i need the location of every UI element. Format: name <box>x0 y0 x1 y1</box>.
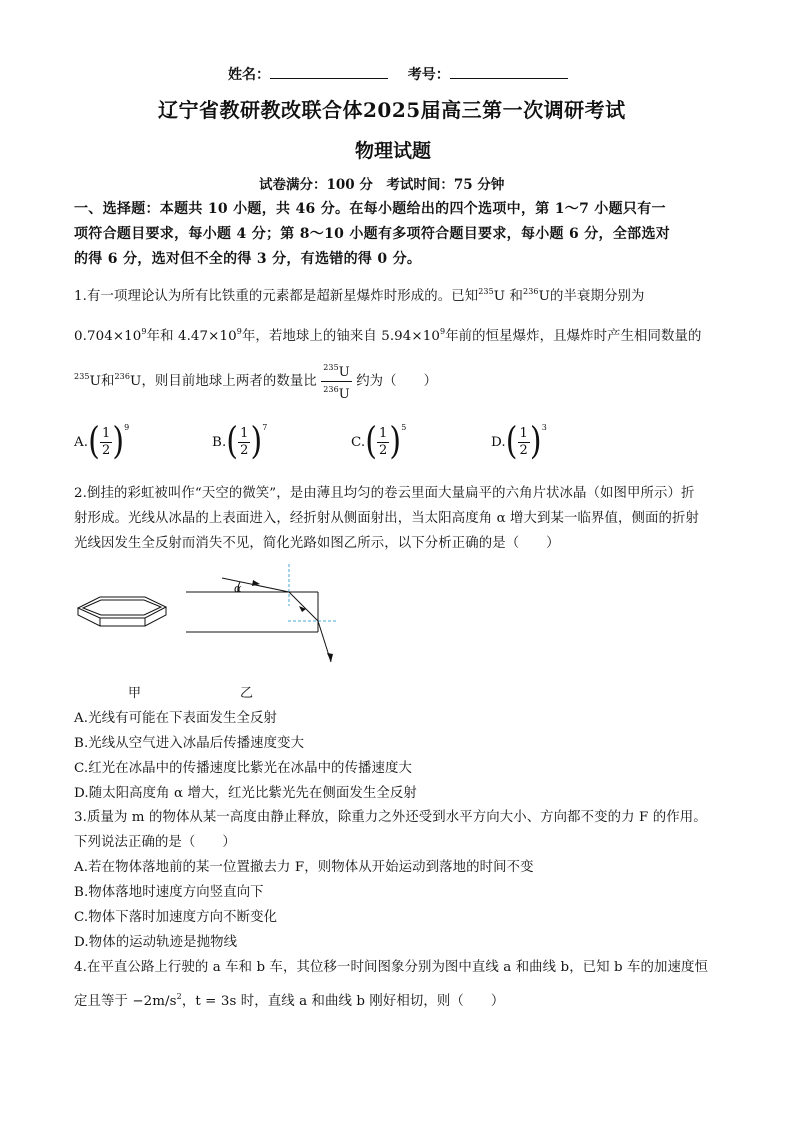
name-field <box>228 64 568 84</box>
q1-choice-c[interactable]: C. ( $\frac{1}{2}$ ) 5 <box>351 419 407 464</box>
q1-choice-b[interactable]: B. ( $\frac{1}{2}$ ) 7 <box>212 419 268 464</box>
q2-line-3: 光线因发生全反射而消失不见，简化光路如图乙所示，以下分析正确的是（ ） <box>74 536 560 551</box>
q3-line-1: 3.质量为 m 的物体从某一高度由静止释放，除重力之外还受到水平方向大小、方向都不变的力 F 的作用。 <box>74 810 707 825</box>
q1-line-1: 1.有一项理论认为所有比铁重的元素都是超新星爆炸时形成的。已知$^{235}$U 和$^{236}$U的半衰期分别为 <box>74 287 645 304</box>
section-intro-line-1: 一、选择题：本题共 10 小题，共 46 分。在每小题给出的四个选项中，第 1～7 小题只有一 <box>74 201 666 217</box>
q2-option-c[interactable]: C.红光在冰晶中的传播速度比紫光在冰晶中的传播速度大 <box>74 761 412 776</box>
q1-choice-d[interactable]: D. ( $\frac{1}{2}$ ) 3 <box>491 419 547 464</box>
subject-title: 物理试题 <box>355 140 432 162</box>
q2-option-b[interactable]: B.光线从空气进入冰晶后传播速度变大 <box>74 736 305 751</box>
q1-choice-a[interactable]: A. ( $\frac{1}{2}$ ) 9 <box>74 419 130 464</box>
id-blank[interactable] <box>450 66 568 79</box>
figure-label-b: 乙 <box>240 686 254 701</box>
exam-title: 辽宁省教研教改联合体2025届高三第一次调研考试 <box>158 98 626 122</box>
id-label: 考号： <box>407 67 450 83</box>
q1-line-3: $^{235}$U和$^{236}$U，则目前地球上两者的数量比 $\frac{^{235}U}{^{236}U}$ 约为（ ） <box>74 360 437 403</box>
light-path-figure <box>180 556 350 668</box>
alpha-symbol: α <box>234 582 242 595</box>
name-blank[interactable] <box>270 66 388 79</box>
name-label: 姓名： <box>228 67 270 83</box>
q2-option-a[interactable]: A.光线有可能在下表面发生全反射 <box>74 711 277 726</box>
section-intro-line-2: 项符合题目要求，每小题 4 分；第 8～10 小题有多项符合题目要求，每小题 6 分，全部选对 <box>74 226 671 242</box>
q4-line-1: 4.在平直公路上行驶的 a 车和 b 车，其位移一时间图象分别为图中直线 a 和曲线 b，已知 b 车的加速度恒 <box>74 960 708 975</box>
q3-option-d[interactable]: D.物体的运动轨迹是抛物线 <box>74 935 238 950</box>
exam-info: 试卷满分：100 分 考试时间：75 分钟 <box>259 177 505 193</box>
section-intro-line-3: 的得 6 分，选对但不全的得 3 分，有选错的得 0 分。 <box>74 251 422 267</box>
q3-option-a[interactable]: A.若在物体落地前的某一位置撤去力 F，则物体从开始运动到落地的时间不变 <box>74 860 534 875</box>
q1-line-2: $0.704\times 10^9$年和 $4.47\times 10^9$年，若地球上的铀来自 $5.94\times 10^9$年前的恒星爆炸，且爆炸时产生相同数量的 <box>74 327 702 344</box>
q2-line-2: 射形成。光线从冰晶的上表面进入，经折射从侧面射出，当太阳高度角 α 增大到某一临界值，侧面的折射 <box>74 511 699 526</box>
q3-line-2: 下列说法正确的是（ ） <box>74 835 236 850</box>
q3-option-c[interactable]: C.物体下落时加速度方向不断变化 <box>74 910 278 925</box>
q4-line-2: 定且等于 $-2m/s^2$，t = 3s 时，直线 a 和曲线 b 刚好相切，则（ ） <box>74 992 505 1009</box>
q2-option-d[interactable]: D.随太阳高度角 α 增大，红光比紫光先在侧面发生全反射 <box>74 786 417 801</box>
figure-label-a: 甲 <box>128 686 142 701</box>
ice-crystal-figure <box>70 590 180 640</box>
q2-line-1: 2.倒挂的彩虹被叫作“天空的微笑”，是由薄且均匀的卷云里面大量扁平的六角片状冰晶（如图甲所示）折 <box>74 486 695 501</box>
q3-option-b[interactable]: B.物体落地时速度方向竖直向下 <box>74 885 264 900</box>
isotope-ratio: $\frac{^{235}U}{^{236}U}$ <box>321 360 352 403</box>
